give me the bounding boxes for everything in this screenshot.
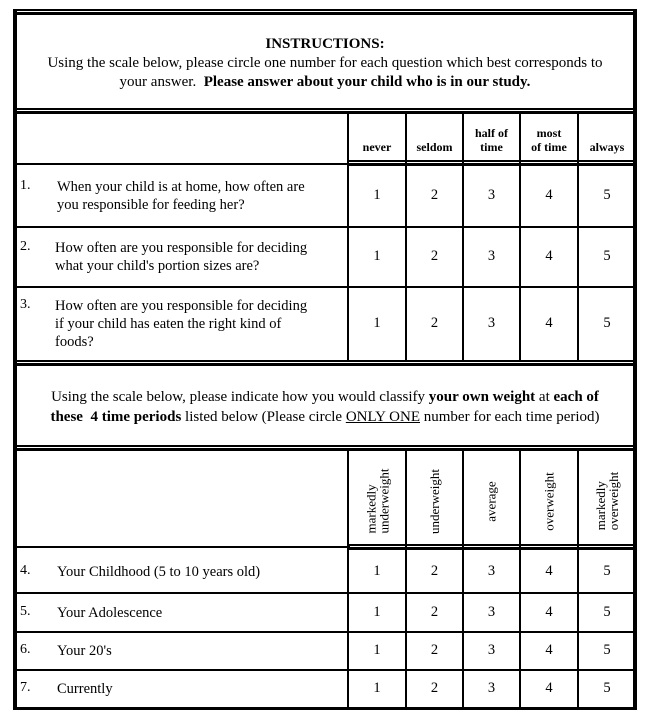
scale-option-3[interactable]: 3 bbox=[487, 315, 496, 331]
scale-option-2[interactable]: 2 bbox=[430, 563, 439, 579]
time-period-label: Currently bbox=[57, 681, 113, 697]
weight-label-markedly-underweight bbox=[349, 455, 405, 547]
question-number: 7. bbox=[20, 680, 31, 695]
weight-label-markedly-overweight bbox=[579, 455, 635, 547]
scale-option-1[interactable]: 1 bbox=[373, 248, 381, 264]
rule-q2 bbox=[13, 286, 637, 288]
intro-bold: your own weight bbox=[428, 389, 536, 405]
scale-option-2[interactable]: 2 bbox=[430, 187, 439, 203]
question-text: How often are you responsible for deciding if your child has eaten the right kind of foods? bbox=[55, 298, 308, 350]
scale-option-3[interactable]: 3 bbox=[487, 642, 496, 658]
scale-option-5[interactable]: 5 bbox=[603, 187, 611, 203]
weight-label-text: overweight bbox=[541, 471, 557, 531]
instructions-line2-bold: Please answer about your child who is in our study. bbox=[203, 74, 531, 90]
rule-header1-left bbox=[13, 163, 350, 165]
rule-top bbox=[13, 9, 637, 15]
question-number: 5. bbox=[20, 603, 31, 619]
scale-option-1[interactable]: 1 bbox=[373, 315, 381, 331]
scale-option-5[interactable]: 5 bbox=[603, 563, 611, 579]
question-number: 1. bbox=[20, 178, 31, 193]
rule-q1 bbox=[13, 226, 637, 228]
instructions-block bbox=[17, 35, 633, 92]
scale-option-1[interactable]: 1 bbox=[373, 563, 381, 579]
intro-text: number for each time period) bbox=[420, 409, 600, 425]
rule-q6 bbox=[13, 669, 637, 671]
question-text: How often are you responsible for deciding what your child's portion sizes are? bbox=[55, 240, 308, 274]
intro-bold: each of bbox=[553, 389, 599, 405]
weight-label-text: markedly overweight bbox=[593, 471, 622, 531]
scale-option-1[interactable]: 1 bbox=[373, 642, 381, 658]
question-number: 6. bbox=[20, 642, 31, 657]
scale-label-half-of-time: half of time bbox=[475, 126, 508, 154]
weight-label-overweight bbox=[521, 455, 577, 547]
scale-option-2[interactable]: 2 bbox=[430, 315, 439, 331]
scale-option-2[interactable]: 2 bbox=[430, 603, 439, 620]
scale-option-3[interactable]: 3 bbox=[487, 603, 496, 620]
question-number: 3. bbox=[20, 297, 31, 312]
weight-label-average bbox=[464, 455, 519, 547]
scale-option-2[interactable]: 2 bbox=[430, 680, 439, 696]
rule-bottom bbox=[13, 707, 637, 710]
rule-q5 bbox=[13, 631, 637, 633]
scale-option-4[interactable]: 4 bbox=[545, 603, 553, 620]
scale-option-3[interactable]: 3 bbox=[487, 563, 496, 579]
intro-bold: these 4 time periods bbox=[50, 409, 182, 425]
intro-underline: ONLY ONE bbox=[345, 409, 420, 425]
instructions-line2-text: your answer. bbox=[119, 74, 197, 90]
scale-option-3[interactable]: 3 bbox=[487, 248, 496, 264]
scale-option-4[interactable]: 4 bbox=[545, 642, 553, 658]
instructions-line1: Using the scale below, please circle one number for each question which best corresponds to bbox=[47, 55, 603, 71]
scale-option-4[interactable]: 4 bbox=[545, 680, 553, 696]
rule-after-header1 bbox=[348, 160, 637, 166]
question-number: 4. bbox=[20, 563, 31, 578]
scale-option-4[interactable]: 4 bbox=[545, 187, 553, 203]
weight-label-text: markedly underweight bbox=[363, 468, 392, 534]
rule-after-instructions2 bbox=[13, 445, 637, 451]
rule-q4 bbox=[13, 592, 637, 594]
scale-label-most-of-time: most of time bbox=[531, 126, 567, 154]
instructions-line2 bbox=[17, 73, 633, 92]
scale-option-1[interactable]: 1 bbox=[373, 603, 381, 620]
scale-option-5[interactable]: 5 bbox=[603, 248, 611, 264]
time-period-label: Your 20's bbox=[57, 643, 112, 659]
scale-option-5[interactable]: 5 bbox=[603, 642, 611, 658]
scale-option-2[interactable]: 2 bbox=[430, 642, 439, 658]
instructions-title: INSTRUCTIONS: bbox=[265, 36, 385, 52]
scale-label-never: never bbox=[362, 140, 392, 154]
rule-header2-left bbox=[13, 546, 350, 548]
scale-option-2[interactable]: 2 bbox=[430, 248, 439, 264]
scale-option-4[interactable]: 4 bbox=[545, 315, 553, 331]
scale-label-always: always bbox=[589, 140, 625, 154]
time-period-label: Your Childhood (5 to 10 years old) bbox=[57, 564, 261, 580]
scale-option-5[interactable]: 5 bbox=[603, 603, 611, 620]
intro-text: Using the scale below, please indicate how you would classify bbox=[51, 389, 429, 405]
weight-label-text: average bbox=[483, 480, 499, 522]
scale-option-1[interactable]: 1 bbox=[373, 187, 381, 203]
weight-instructions bbox=[17, 387, 633, 427]
scale-label-seldom: seldom bbox=[416, 140, 453, 154]
time-period-label: Your Adolescence bbox=[57, 604, 163, 621]
intro-text: listed below (Please circle bbox=[181, 409, 346, 425]
scale-option-4[interactable]: 4 bbox=[545, 563, 553, 579]
weight-label-text: underweight bbox=[427, 468, 443, 534]
scale-option-1[interactable]: 1 bbox=[373, 680, 381, 696]
question-number: 2. bbox=[20, 239, 31, 254]
scale-option-3[interactable]: 3 bbox=[487, 680, 496, 696]
intro-text: at bbox=[535, 389, 554, 405]
scale-option-4[interactable]: 4 bbox=[545, 248, 553, 264]
scale-option-5[interactable]: 5 bbox=[603, 315, 611, 331]
scale-option-5[interactable]: 5 bbox=[603, 680, 611, 696]
scale-option-3[interactable]: 3 bbox=[487, 187, 496, 203]
question-text: When your child is at home, how often are you responsible for feeding her? bbox=[57, 179, 305, 213]
rule-after-q3 bbox=[13, 360, 637, 366]
weight-label-underweight bbox=[407, 455, 462, 547]
